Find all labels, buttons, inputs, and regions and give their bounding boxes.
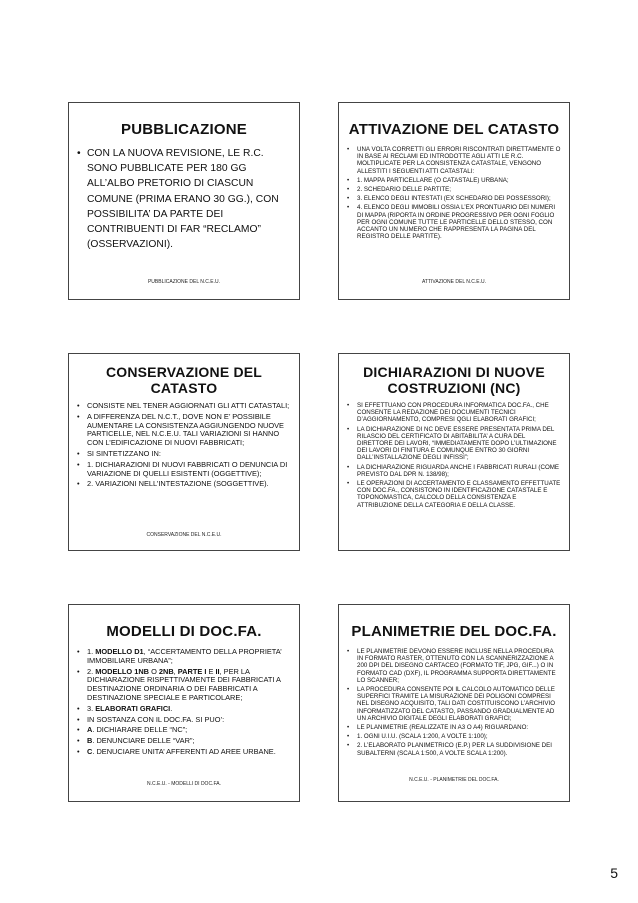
list-item: • LA DICHIARAZIONE DI NC DEVE ESSERE PRESENTATA PRIMA DEL RILASCIO DEL CERTIFICATO DI ABITABILITA’ A CURA DEL DIRETTORE DEI LAVORI, “IMMEDIATAMENTE DOPO L’ULTIMAZIONE DEI LAVORI DI FINITURA E COMUNQUE ENTRO 30 GIORNI DALL’INSTALLAZIONE DEGLI INFISSI”; [347, 426, 561, 462]
slide-modelli [68, 604, 300, 802]
list-item: • B. DENUNCIARE DELLE “VAR”; [77, 737, 291, 746]
slide-footer: ATTIVAZIONE DEL N.C.E.U. [421, 279, 487, 285]
slide-dichiarazioni [338, 353, 570, 551]
list-item: • A DIFFERENZA DEL N.C.T., DOVE NON E’ POSSIBILE AUMENTARE LA CONSISTENZA AGGIUNGENDO NUOVE PARTICELLE, NEL N.C.E.U. TALI VARIAZIONI SI HANNO CON L’EDIFICAZIONE DI NUOVI FABBRICATI; [77, 413, 291, 448]
slide-title: PUBBLICAZIONE [121, 121, 247, 138]
slide-footer: CONSERVAZIONE DEL N.C.E.U. [146, 532, 222, 538]
list-item: • 1. DICHIARAZIONI DI NUOVI FABBRICATI O DENUNCIA DI VARIAZIONE DI QUELLI ESISTENTI (OGGETTIVE); [77, 461, 291, 479]
slide-title: MODELLI DI DOC.FA. [106, 623, 262, 640]
list-item: • IN SOSTANZA CON IL DOC.FA. SI PUO’: [77, 716, 291, 725]
list-item: • 1. OGNI U.I.U. (SCALA 1:200, A VOLTE 1:100); [347, 733, 561, 740]
list-item: • SI EFFETTUANO CON PROCEDURA INFORMATICA DOC.FA., CHE CONSENTE LA REDAZIONE DEI DOCUMENTI TECNICI D’AGGIORNAMENTO, COMPRESI QGLI ELABORATI GRAFICI; [347, 402, 561, 424]
slide-attivazione [338, 102, 570, 300]
slide-planimetrie [338, 604, 570, 802]
slide-conservazione [68, 353, 300, 551]
slide-title: ATTIVAZIONE DEL CATASTO [348, 121, 560, 138]
bullet-list [77, 146, 291, 252]
list-item: • LE PLANIMETRIE (REALIZZATE IN A3 O A4) RIGUARDANO: [347, 724, 561, 731]
list-item: • SI SINTETIZZANO IN: [77, 450, 291, 459]
list-item: • UNA VOLTA CORRETTI GLI ERRORI RISCONTRATI DIRETTAMENTE O IN BASE AI RECLAMI ED INTRODOTTE AGLI ATTI LE R.C. MOLTIPLICATE PER LA CONSISTENZA CATASTALE, VENGONO ALLESTITI I SEGUENTI ATTI CATASTALI: [347, 146, 561, 175]
slide-title: PLANIMETRIE DEL DOC.FA. [351, 623, 557, 640]
slide-footer: PUBBLICAZIONE DEL N.C.E.U. [147, 279, 221, 285]
page-number: 5 [610, 865, 618, 881]
list-item: • CONSISTE NEL TENER AGGIORNATI GLI ATTI CATASTALI; [77, 402, 291, 411]
bullet-list [347, 648, 561, 757]
list-item: • 2. MODELLO 1NB O 2NB, PARTE I E II, PER LA DICHIARAZIONE RISPETTIVAMENTE DEI FABBRICATI A DESTINAZIONE ORDINARIA O DEI FABBRICATI A DESTINAZIONE SPECIALE E PARTICOLARE; [77, 668, 291, 703]
slide-title: CONSERVAZIONE DEL CATASTO [105, 364, 263, 396]
list-item: • 2. L’ELABORATO PLANIMETRICO (E.P.) PER LA SUDDIVISIONE DEI SUBALTERNI (SCALA 1:500, A VOLTE SCALA 1:200). [347, 742, 561, 756]
bullet-list [77, 648, 291, 757]
list-item: • LE PLANIMETRIE DEVONO ESSERE INCLUSE NELLA PROCEDURA IN FORMATO RASTER, OTTENUTO CON LA SCANNERIZZAZIONE A 200 DPI DEL DISEGNO CARTACEO (FORMATO TIF, JPG, GIF...) O IN FORMATO CAD (DXF), IL PROGRAMMA SUPPORTA DIRETTAMENTE LO SCANNER; [347, 648, 561, 684]
list-item: • C. DENUCIARE UNITA’ AFFERENTI AD AREE URBANE. [77, 748, 291, 757]
list-item: • A. DICHIARARE DELLE “NC”; [77, 726, 291, 735]
list-item: • LA PROCEDURA CONSENTE POI IL CALCOLO AUTOMATICO DELLE SUPERFICI TRAMITE LA MISURAZIONE DEI POLIGONI COMPRESI NEL DISEGNO ACQUISITO, TALI DATI COSTITUISCONO L’ARCHIVIO INFORMATIZZATO DEL CATASTO, PASSANDO GRADUALMENTE AD UN ARCHIVIO DIGITALE DEGLI ELABORATI GRAFICI; [347, 686, 561, 722]
list-item: • CON LA NUOVA REVISIONE, LE R.C. SONO PUBBLICATE PER 180 GG ALL’ALBO PRETORIO DI CIASCUN COMUNE (PRIMA ERANO 30 GG.), CON POSSIBILITA’ DA PARTE DEI CONTRIBUENTI DI FAR “RECLAMO” (OSSERVAZIONI). [77, 146, 291, 252]
slide-title: DICHIARAZIONI DI NUOVE COSTRUZIONI (NC) [363, 364, 545, 396]
list-item: • LA DICHIARAZIONE RIGUARDA ANCHE I FABBRICATI RURALI (COME PREVISTO DAL DPR N. 138/98); [347, 464, 561, 478]
list-item: • 4. ELENCO DEGLI IMMOBILI OSSIA L’EX PRONTUARIO DEI NUMERI DI MAPPA (RIPORTA IN ORDINE PROGRESSIVO PER OGNI FOGLIO PER OGNI COMUNE TUTTE LE PARTICELLE DELLO STESSO, CON ACCANTO UN NUMERO CHE RAPPRESENTA LA PAGINA DEL REGISTRO DELLE PARTITE). [347, 204, 561, 240]
slide-pubblicazione [68, 102, 300, 300]
list-item: • LE OPERAZIONI DI ACCERTAMENTO E CLASSAMENTO EFFETTUATE CON DOC.FA., CONSISTONO IN IDENTIFICAZIONE CATASTALE E TOPONOMASTICA, CALCOLO DELLA CONSISTENZA E ATTRIBUZIONE DELLA CATEGORIA E DELLA CLASSE. [347, 480, 561, 509]
list-item: • 1. MAPPA PARTICELLARE (O CATASTALE) URBANA; [347, 177, 561, 184]
bullet-list [347, 146, 561, 240]
list-item: • 2. VARIAZIONI NELL’INTESTAZIONE (SOGGETTIVE). [77, 480, 291, 489]
list-item: • 3. ELENCO DEGLI INTESTATI (EX SCHEDARIO DEI POSSESSORI); [347, 195, 561, 202]
bullet-list [347, 402, 561, 509]
bullet-list [77, 402, 291, 489]
slide-footer: N.C.E.U. - MODELLI DI DOC.FA. [147, 781, 221, 787]
slide-footer: N.C.E.U. - PLANIMETRIE DEL DOC.FA. [409, 777, 499, 783]
list-item: • 2. SCHEDARIO DELLE PARTITE; [347, 186, 561, 193]
list-item: • 3. ELABORATI GRAFICI. [77, 705, 291, 714]
list-item: • 1. MODELLO D1, “ACCERTAMENTO DELLA PROPRIETA’ IMMOBILIARE URBANA”; [77, 648, 291, 666]
